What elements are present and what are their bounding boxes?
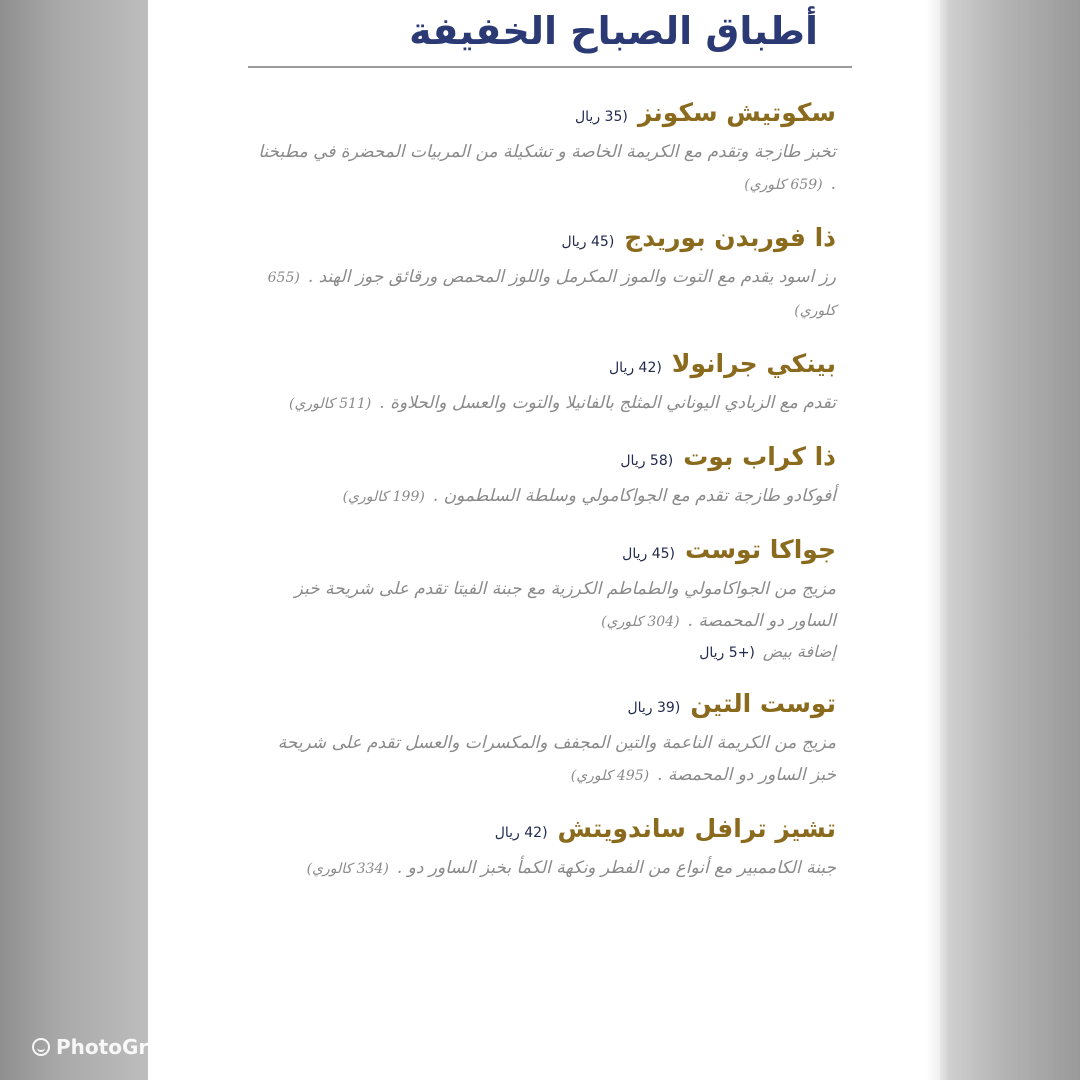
menu-item-addon <box>248 638 836 667</box>
menu-item <box>248 434 836 513</box>
menu-item <box>248 90 836 201</box>
menu-item-header <box>248 341 836 387</box>
menu-list <box>248 90 836 899</box>
menu-item-price: (42 ريال <box>609 360 662 376</box>
menu-item <box>248 681 836 792</box>
menu-item-header <box>248 90 836 136</box>
menu-item-calories: (199 كالوري) <box>342 489 425 505</box>
menu-item-name: ذا كراب بوت <box>683 442 836 471</box>
menu-item-calories: (659 كلوري) <box>744 177 823 193</box>
menu-item <box>248 806 836 885</box>
title-divider <box>248 66 852 68</box>
page-edge-shadow <box>926 0 940 1080</box>
menu-item <box>248 215 836 327</box>
background-right <box>940 0 1080 1080</box>
menu-item-description-text: رز اسود يقدم مع التوت والموز المكرمل واللوز المحمص ورقائق جوز الهند . <box>307 267 836 287</box>
menu-item-description-text: مزيج من الجواكامولي والطماطم الكرزية مع جبنة الفيتا تقدم على شريحة خبز الساور دو المحمصة . <box>294 579 836 631</box>
menu-item-name: توست التين <box>690 689 836 718</box>
menu-item-name: تشيز ترافل ساندويتش <box>557 814 836 843</box>
addon-price: (+5 ريال <box>699 645 755 661</box>
menu-item <box>248 527 836 667</box>
menu-item-name: جواكا توست <box>684 535 836 564</box>
menu-item-price: (42 ريال <box>494 825 548 841</box>
menu-item-calories: (334 كالوري) <box>306 861 389 877</box>
menu-item-description-text: جبنة الكاممبير مع أنواع من الفطر ونكهة الكمأ بخبز الساور دو . <box>396 858 836 878</box>
smile-icon <box>32 1038 50 1056</box>
menu-item-description <box>248 727 836 792</box>
menu-item-description-text: مزيج من الكريمة الناعمة والتين المجفف والمكسرات والعسل تقدم على شريحة خبز الساور دو المحمصة . <box>277 733 836 785</box>
menu-item-header <box>248 681 836 727</box>
menu-item-header <box>248 527 836 573</box>
menu-item-price: (58 ريال <box>620 453 674 469</box>
menu-item-price: (35 ريال <box>574 109 628 125</box>
photogrid-watermark <box>32 1030 169 1064</box>
menu-item-name: ذا فوربدن بوريدج <box>624 223 836 252</box>
menu-item-price: (45 ريال <box>622 546 675 562</box>
menu-item-description-text: أفوكادو طازجة تقدم مع الجواكامولي وسلطة السلطمون . <box>432 486 836 506</box>
menu-item-header <box>248 434 836 480</box>
menu-item-description <box>248 573 836 638</box>
menu-item-description <box>248 136 836 201</box>
menu-item-calories: (511 كالوري) <box>289 396 372 412</box>
menu-item <box>248 341 836 420</box>
menu-item-description-text: تخبز طازجة وتقدم مع الكريمة الخاصة و تشكيلة من المربيات المحضرة في مطبخنا . <box>258 142 836 194</box>
menu-item-calories: (304 كلوري) <box>601 614 680 630</box>
menu-item-calories: (495 كلوري) <box>570 768 650 784</box>
menu-item-price: (39 ريال <box>627 700 681 716</box>
menu-item-calories: (655 كلوري) <box>267 270 836 319</box>
watermark-label: PhotoGrid <box>56 1035 170 1059</box>
menu-item-description <box>248 480 836 513</box>
menu-item-description <box>248 852 836 885</box>
menu-item-name: بينكي جرانولا <box>671 349 836 378</box>
menu-item-description-text: تقدم مع الزبادي اليوناني المثلج بالفانيلا والتوت والعسل والحلاوة . <box>379 393 836 413</box>
menu-page <box>148 0 940 1080</box>
menu-item-header <box>248 806 836 852</box>
menu-item-description <box>248 261 836 327</box>
menu-item-header <box>248 215 836 261</box>
page-title: أطباق الصباح الخفيفة <box>409 9 818 53</box>
addon-label: إضافة بيض <box>762 642 836 661</box>
menu-item-name: سكوتيش سكونز <box>637 98 836 127</box>
menu-item-description <box>248 387 836 420</box>
menu-item-price: (45 ريال <box>561 234 615 250</box>
